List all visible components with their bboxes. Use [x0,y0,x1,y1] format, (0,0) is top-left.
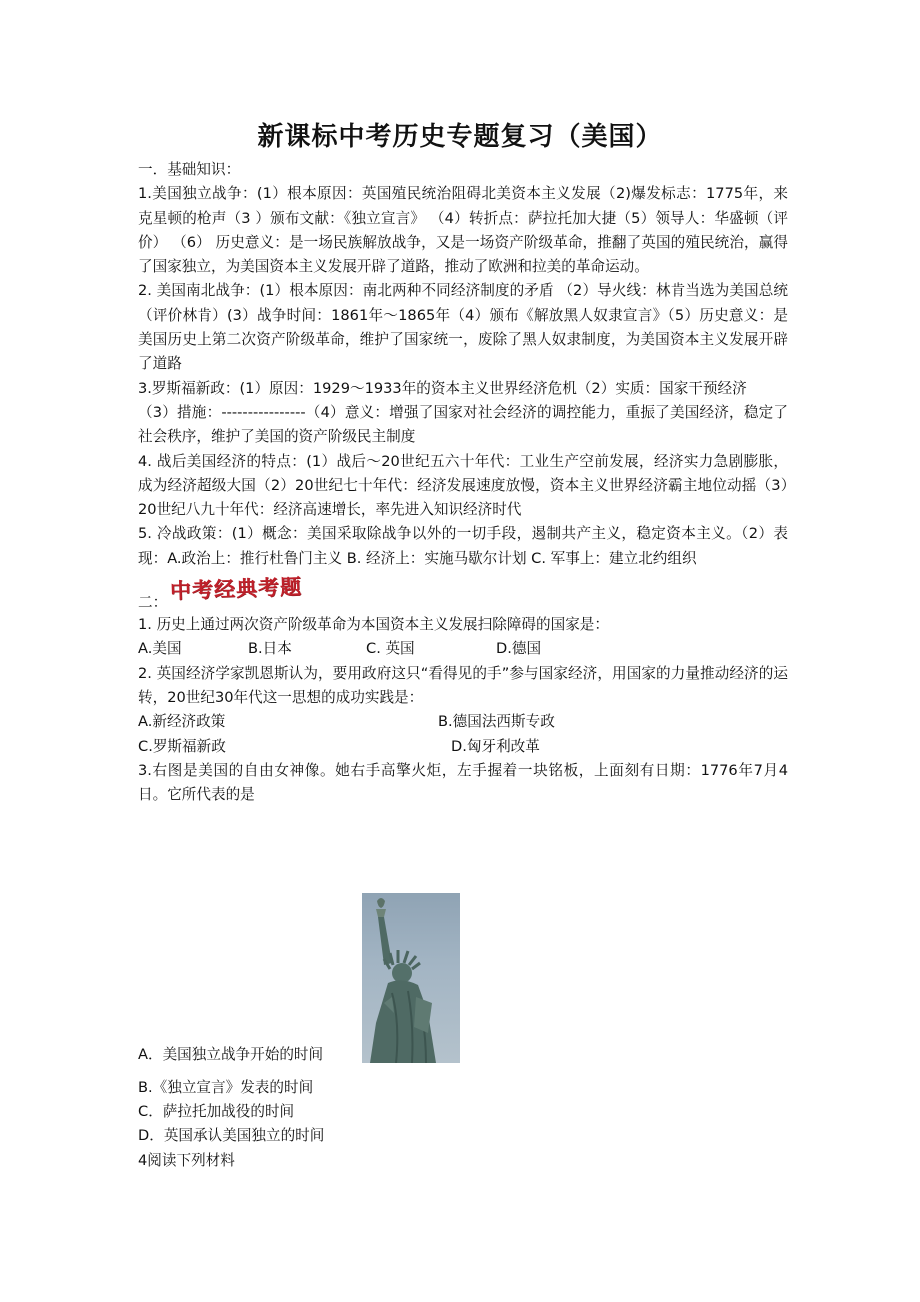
question-3-option: C．萨拉托加战役的时间 [138,1103,295,1120]
statue-of-liberty-photo [362,893,460,1063]
option: B.德国法西斯专政 [438,713,555,731]
option: C.罗斯福新政 [138,737,226,755]
question-3-option: B.《独立宣言》发表的时间 [138,1079,314,1096]
section2-number: 二： [138,594,168,612]
section1-item: 2. 美国南北战争：(1）根本原因：南北两种不同经济制度的矛盾 （2）导火线：林肯当选为美国总统（评价林肯）(3）战争时间：1861年～1865年（4）颁布《解放黑人奴隶宣言》（5）历史意义：是美国历史上第二次资产阶级革命，维护了国家统一，废除了黑人奴隶制度，为美国资本主义发展开辟了道路 [138,282,788,373]
question-4-stem: 4阅读下列材料 [138,1152,235,1169]
option: D.匈牙利改革 [451,737,540,755]
exam-questions-stamp: 中考经典考题 [169,573,303,604]
option: A.新经济政策 [138,713,226,731]
section1-item: 3.罗斯福新政：(1）原因：1929～1933年的资本主义世界经济危机（2）实质：国家干预经济 [138,379,747,397]
section1-item: （3）措施：----------------（4）意义：增强了国家对社会经济的调控能力，重振了美国经济，稳定了社会秩序，维护了美国的资产阶级民主制度 [138,403,788,446]
option: B.日本 [248,640,292,658]
question-1-stem: 1. 历史上通过两次资产阶级革命为本国资本主义发展扫除障碍的国家是： [138,616,609,634]
section1-heading: 一．基础知识： [138,161,241,178]
section1-item: 4. 战后美国经济的特点：(1）战后～20世纪五六十年代：工业生产空前发展，经济实力急剧膨胀，成为经济超级大国（2）20世纪七十年代：经济发展速度放慢，资本主义世界经济霸主地位动摇（3）20世纪八九十年代：经济高速增长，率先进入知识经济时代 [138,452,788,519]
question-3-stem: 3.右图是美国的自由女神像。她右手高擎火炬，左手握着一块铭板，上面刻有日期：1776年7月4日。它所代表的是 [138,761,788,804]
question-3-option: D．英国承认美国独立的时间 [138,1127,325,1144]
option: A.美国 [138,640,182,658]
document-body [138,158,788,807]
question-2-options-row [138,710,788,734]
question-2-stem: 2. 英国经济学家凯恩斯认为，要用政府这只“看得见的手”参与国家经济，用国家的力量推动经济的运转，20世纪30年代这一思想的成功实践是： [138,664,788,706]
option: D.德国 [496,640,542,658]
section2-heading [138,573,788,613]
question-2-options-row [138,735,788,759]
option: C. 英国 [366,640,415,658]
statue-of-liberty-icon [362,893,460,1063]
section1-item: 5. 冷战政策：(1）概念：美国采取除战争以外的一切手段，遏制共产主义，稳定资本主义。（2）表现：A.政治上：推行杜鲁门主义 B. 经济上：实施马歇尔计划 C. 军事上：建立北约组织 [138,525,788,567]
section1-item: 1.美国独立战争：(1）根本原因：英国殖民统治阻碍北美资本主义发展（2)爆发标志：1775年，来克星顿的枪声（3 ）颁布文献：《独立宣言》 （4）转折点：萨拉托加大捷（5）领导人：华盛顿（评价） （6） 历史意义：是一场民族解放战争，又是一场资产阶级革命，推翻了英国的殖民统治，赢得了国家独立，为美国资本主义发展开辟了道路，推动了欧洲和拉美的革命运动。 [138,185,788,276]
question-1-options [138,637,788,661]
page-title: 新课标中考历史专题复习（美国） [257,122,663,152]
question-3-option: A．美国独立战争开始的时间 [138,1046,324,1063]
